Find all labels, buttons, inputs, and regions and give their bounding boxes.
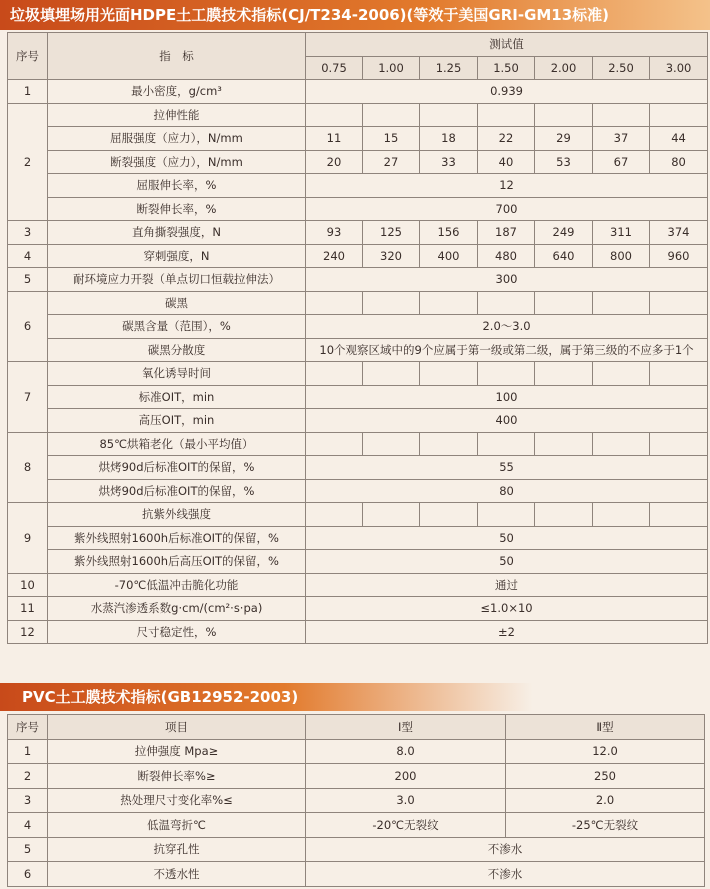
row-number: 5 xyxy=(8,837,48,862)
value-cell xyxy=(420,362,478,386)
value-cell: 67 xyxy=(593,150,650,174)
table-row xyxy=(8,526,708,550)
value-cell: 374 xyxy=(650,221,708,245)
table-row xyxy=(8,620,708,644)
thickness-cell: 1.00 xyxy=(363,56,420,80)
value-cell: 400 xyxy=(420,244,478,268)
table-row xyxy=(8,362,708,386)
table-row xyxy=(8,550,708,574)
table-row xyxy=(8,597,708,621)
table-row xyxy=(8,409,708,433)
merged-value: 700 xyxy=(306,197,708,221)
value-cell xyxy=(420,291,478,315)
merged-value: 400 xyxy=(306,409,708,433)
merged-value: 100 xyxy=(306,385,708,409)
row-item: 抗紫外线强度 xyxy=(48,503,306,527)
table-row xyxy=(8,103,708,127)
row-item: 屈服伸长率，% xyxy=(48,174,306,198)
pvc-header-no: 序号 xyxy=(8,715,48,740)
value-cell: 33 xyxy=(420,150,478,174)
merged-value: 10个观察区域中的9个应属于第一级或第二级，属于第三级的不应多于1个 xyxy=(306,338,708,362)
merged-value: 不渗水 xyxy=(306,862,705,887)
type1-value: 8.0 xyxy=(306,739,506,764)
value-cell: 37 xyxy=(593,127,650,151)
table-row xyxy=(8,385,708,409)
value-cell: 249 xyxy=(535,221,593,245)
type2-value: -25℃无裂纹 xyxy=(506,813,705,838)
row-item: 拉伸强度 Mpa≥ xyxy=(48,739,306,764)
row-item: 标准OIT，min xyxy=(48,385,306,409)
merged-value: 0.939 xyxy=(306,80,708,104)
value-cell xyxy=(593,103,650,127)
merged-value: 300 xyxy=(306,268,708,292)
row-item: 断裂强度（应力），N/mm xyxy=(48,150,306,174)
pvc-row xyxy=(8,837,705,862)
table-row xyxy=(8,80,708,104)
row-number: 2 xyxy=(8,764,48,789)
pvc-header-type1: Ⅰ型 xyxy=(306,715,506,740)
table-row xyxy=(8,197,708,221)
value-cell xyxy=(363,362,420,386)
row-item: 屈服强度（应力），N/mm xyxy=(48,127,306,151)
merged-value: 50 xyxy=(306,550,708,574)
row-item: 直角撕裂强度，N xyxy=(48,221,306,245)
header-item: 指 标 xyxy=(48,33,306,80)
value-cell: 311 xyxy=(593,221,650,245)
row-item: 高压OIT，min xyxy=(48,409,306,433)
row-number: 7 xyxy=(8,362,48,433)
value-cell xyxy=(535,291,593,315)
value-cell: 29 xyxy=(535,127,593,151)
pvc-spec-table xyxy=(7,714,705,887)
value-cell: 44 xyxy=(650,127,708,151)
row-number: 9 xyxy=(8,503,48,574)
value-cell: 40 xyxy=(478,150,535,174)
row-item: 热处理尺寸变化率%≤ xyxy=(48,788,306,813)
row-number: 8 xyxy=(8,432,48,503)
row-number: 2 xyxy=(8,103,48,221)
table-row xyxy=(8,174,708,198)
value-cell xyxy=(650,103,708,127)
value-cell xyxy=(650,362,708,386)
row-item: 低温弯折℃ xyxy=(48,813,306,838)
type2-value: 2.0 xyxy=(506,788,705,813)
value-cell: 960 xyxy=(650,244,708,268)
row-number: 4 xyxy=(8,813,48,838)
table-row xyxy=(8,456,708,480)
type1-value: -20℃无裂纹 xyxy=(306,813,506,838)
row-item: 水蒸汽渗透系数g·cm/(cm²·s·pa) xyxy=(48,597,306,621)
row-item: 碳黑分散度 xyxy=(48,338,306,362)
value-cell xyxy=(306,432,363,456)
type2-value: 12.0 xyxy=(506,739,705,764)
value-cell xyxy=(363,291,420,315)
row-item: 断裂伸长率%≥ xyxy=(48,764,306,789)
value-cell: 80 xyxy=(650,150,708,174)
merged-value: 通过 xyxy=(306,573,708,597)
row-item: -70℃低温冲击脆化功能 xyxy=(48,573,306,597)
value-cell: 125 xyxy=(363,221,420,245)
value-cell xyxy=(593,291,650,315)
row-item: 断裂伸长率，% xyxy=(48,197,306,221)
row-item: 氧化诱导时间 xyxy=(48,362,306,386)
table-row xyxy=(8,150,708,174)
table-row xyxy=(8,503,708,527)
value-cell xyxy=(650,432,708,456)
thickness-cell: 3.00 xyxy=(650,56,708,80)
table-row xyxy=(8,432,708,456)
value-cell: 187 xyxy=(478,221,535,245)
value-cell: 240 xyxy=(306,244,363,268)
merged-value: 12 xyxy=(306,174,708,198)
row-number: 3 xyxy=(8,788,48,813)
value-cell xyxy=(478,432,535,456)
row-number: 12 xyxy=(8,620,48,644)
thickness-cell: 1.25 xyxy=(420,56,478,80)
thickness-cell: 2.00 xyxy=(535,56,593,80)
value-cell xyxy=(535,103,593,127)
table-row xyxy=(8,573,708,597)
row-item: 烘烤90d后标准OIT的保留，% xyxy=(48,479,306,503)
value-cell xyxy=(478,103,535,127)
pvc-header-item: 项目 xyxy=(48,715,306,740)
type1-value: 3.0 xyxy=(306,788,506,813)
row-item: 85℃烘箱老化（最小平均值） xyxy=(48,432,306,456)
row-item: 耐环境应力开裂（单点切口恒载拉伸法） xyxy=(48,268,306,292)
row-number: 10 xyxy=(8,573,48,597)
pvc-row xyxy=(8,739,705,764)
hdpe-title: 垃圾填埋场用光面HDPE土工膜技术指标(CJ/T234-2006)(等效于美国GRI-GM13标准) xyxy=(0,0,710,30)
value-cell: 156 xyxy=(420,221,478,245)
value-cell: 93 xyxy=(306,221,363,245)
value-cell xyxy=(593,503,650,527)
value-cell xyxy=(478,503,535,527)
value-cell xyxy=(306,503,363,527)
thickness-cell: 0.75 xyxy=(306,56,363,80)
row-item: 拉伸性能 xyxy=(48,103,306,127)
type1-value: 200 xyxy=(306,764,506,789)
value-cell xyxy=(478,291,535,315)
pvc-row xyxy=(8,764,705,789)
row-number: 1 xyxy=(8,80,48,104)
value-cell xyxy=(363,432,420,456)
value-cell: 22 xyxy=(478,127,535,151)
merged-value: 50 xyxy=(306,526,708,550)
row-number: 6 xyxy=(8,862,48,887)
row-item: 穿刺强度，N xyxy=(48,244,306,268)
row-item: 碳黑含量（范围），% xyxy=(48,315,306,339)
value-cell xyxy=(478,362,535,386)
value-cell xyxy=(420,103,478,127)
merged-value: ±2 xyxy=(306,620,708,644)
row-item: 不透水性 xyxy=(48,862,306,887)
table-row xyxy=(8,268,708,292)
table-row xyxy=(8,338,708,362)
row-item: 最小密度，g/cm³ xyxy=(48,80,306,104)
merged-value: 不渗水 xyxy=(306,837,705,862)
pvc-row xyxy=(8,788,705,813)
merged-value: ≤1.0×10 xyxy=(306,597,708,621)
merged-value: 55 xyxy=(306,456,708,480)
value-cell xyxy=(306,103,363,127)
row-number: 5 xyxy=(8,268,48,292)
table-row xyxy=(8,127,708,151)
row-item: 碳黑 xyxy=(48,291,306,315)
value-cell xyxy=(593,362,650,386)
row-number: 6 xyxy=(8,291,48,362)
value-cell: 800 xyxy=(593,244,650,268)
pvc-header-type2: Ⅱ型 xyxy=(506,715,705,740)
row-number: 1 xyxy=(8,739,48,764)
value-cell: 15 xyxy=(363,127,420,151)
table-row xyxy=(8,315,708,339)
row-number: 11 xyxy=(8,597,48,621)
value-cell xyxy=(363,103,420,127)
value-cell: 11 xyxy=(306,127,363,151)
value-cell: 18 xyxy=(420,127,478,151)
pvc-row xyxy=(8,813,705,838)
row-item: 紫外线照射1600h后标准OIT的保留，% xyxy=(48,526,306,550)
pvc-title: PVC土工膜技术指标(GB12952-2003) xyxy=(0,683,710,711)
value-cell xyxy=(535,503,593,527)
value-cell: 27 xyxy=(363,150,420,174)
type2-value: 250 xyxy=(506,764,705,789)
row-item: 紫外线照射1600h后高压OIT的保留，% xyxy=(48,550,306,574)
pvc-row xyxy=(8,862,705,887)
value-cell xyxy=(363,503,420,527)
value-cell xyxy=(535,362,593,386)
value-cell xyxy=(420,503,478,527)
merged-value: 80 xyxy=(306,479,708,503)
row-item: 尺寸稳定性，% xyxy=(48,620,306,644)
value-cell: 53 xyxy=(535,150,593,174)
row-item: 烘烤90d后标准OIT的保留，% xyxy=(48,456,306,480)
value-cell xyxy=(420,432,478,456)
header-test-value: 测试值 xyxy=(306,33,708,57)
table-row xyxy=(8,291,708,315)
value-cell: 320 xyxy=(363,244,420,268)
value-cell xyxy=(306,362,363,386)
row-number: 4 xyxy=(8,244,48,268)
merged-value: 2.0～3.0 xyxy=(306,315,708,339)
hdpe-spec-table xyxy=(7,32,708,644)
value-cell: 640 xyxy=(535,244,593,268)
value-cell xyxy=(593,432,650,456)
table-row xyxy=(8,479,708,503)
table-row xyxy=(8,244,708,268)
row-item: 抗穿孔性 xyxy=(48,837,306,862)
thickness-cell: 2.50 xyxy=(593,56,650,80)
thickness-cell: 1.50 xyxy=(478,56,535,80)
value-cell: 20 xyxy=(306,150,363,174)
table-row xyxy=(8,221,708,245)
value-cell xyxy=(650,291,708,315)
header-no: 序号 xyxy=(8,33,48,80)
value-cell xyxy=(535,432,593,456)
value-cell: 480 xyxy=(478,244,535,268)
value-cell xyxy=(650,503,708,527)
value-cell xyxy=(306,291,363,315)
row-number: 3 xyxy=(8,221,48,245)
